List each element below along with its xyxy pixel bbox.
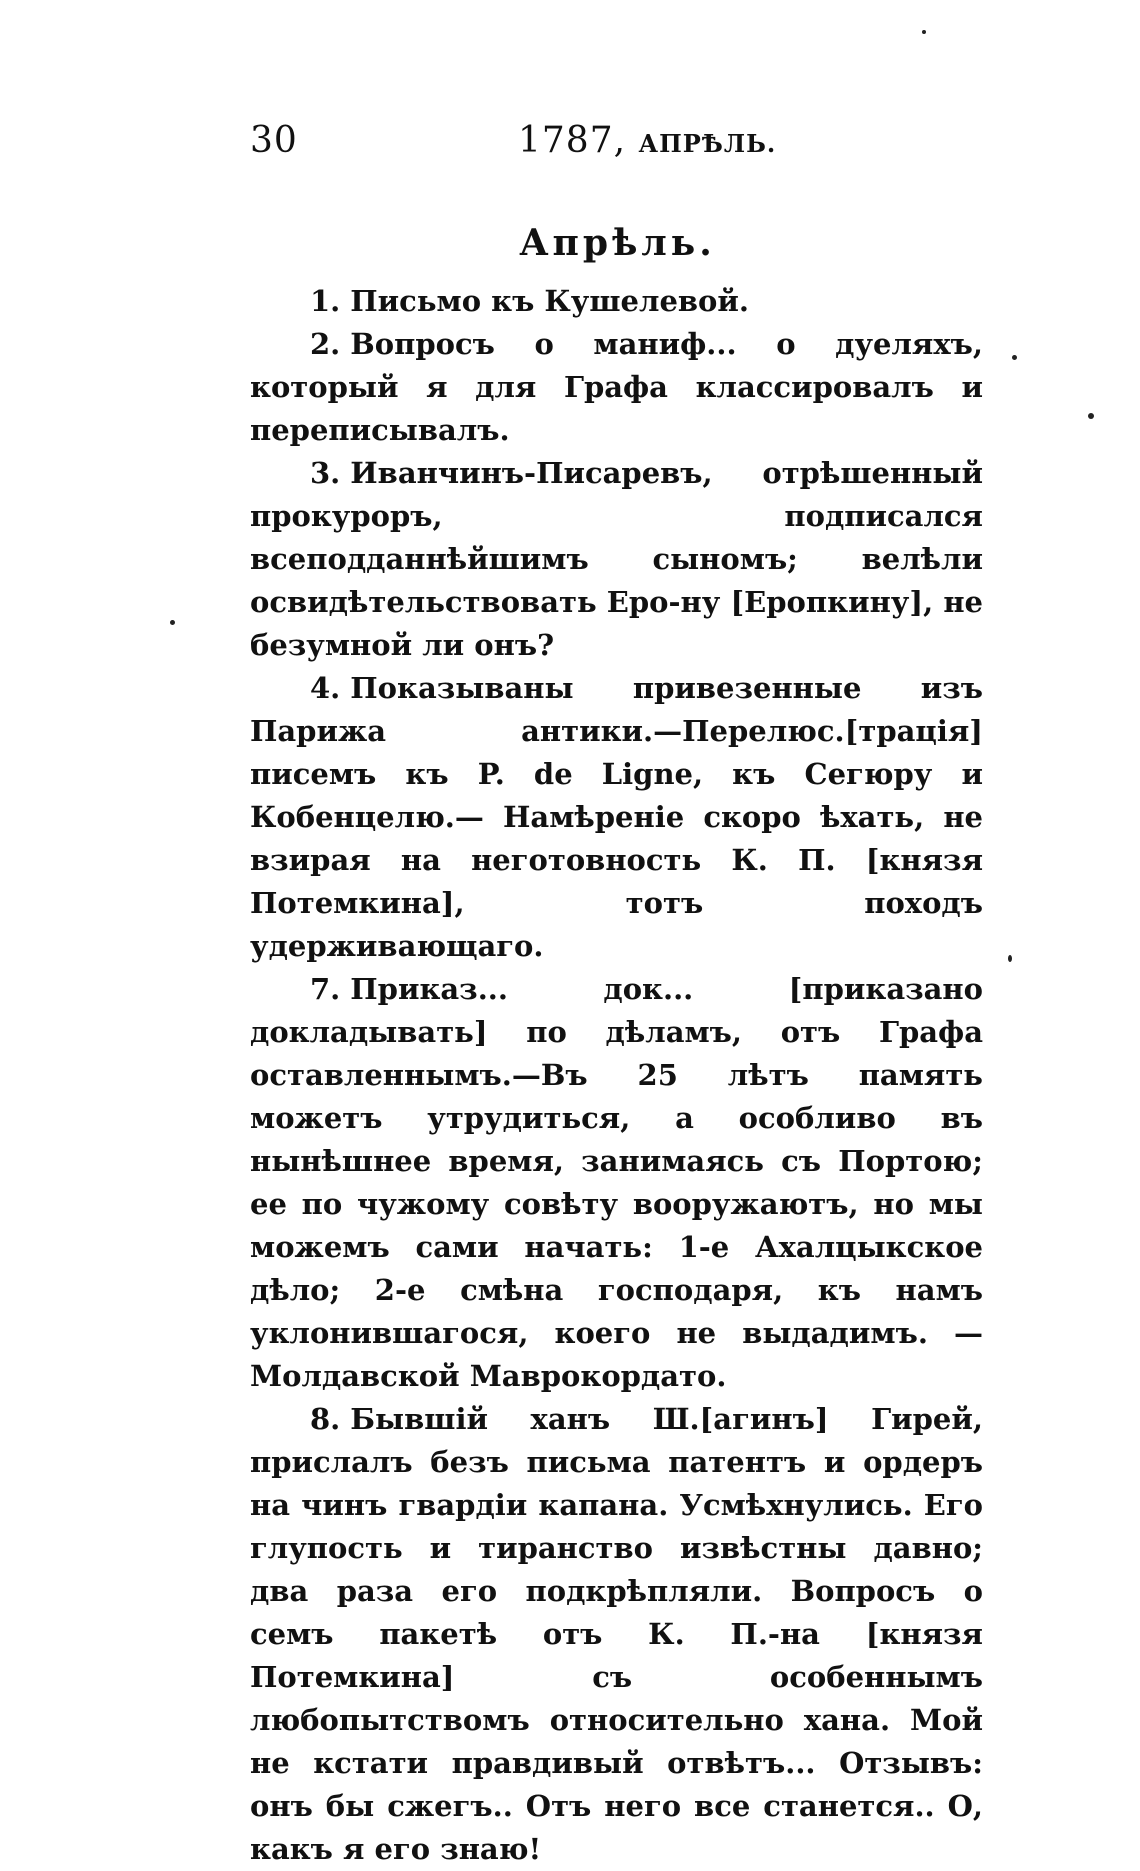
diary-entry [250, 280, 983, 323]
entry-number: 8. [310, 1402, 341, 1436]
scan-speck [1008, 955, 1012, 962]
entry-text: Вопросъ о маниф... о дуеляхъ, который я для Графа классировалъ и переписывалъ. [250, 327, 983, 447]
entry-number: 4. [310, 671, 341, 705]
entry-number: 7. [310, 972, 341, 1006]
entry-number: 1. [310, 284, 341, 318]
entry-text: Приказ... док... [приказано докладывать] по дѣламъ, отъ Графа оставленнымъ.—Въ 25 лѣтъ память можетъ утрудиться, а особливо въ нынѣшнее время, занимаясь съ Портою; ее по чужому совѣту вооружаютъ, но мы можемъ сами начать: 1-е Ахалцыкское дѣло; 2-е смѣна господаря, къ намъ уклонившагося, коего не выдадимъ. — Молдавской Маврокордато. [250, 972, 983, 1393]
diary-entry [250, 323, 983, 452]
entry-text: Иванчинъ-Писаревъ, отрѣшенный прокуроръ, подписался всеподданнѣйшимъ сыномъ; велѣли освидѣтельствовать Еро-ну [Еропкину], не безумной ли онъ? [250, 456, 983, 662]
entry-number: 2. [310, 327, 341, 361]
scan-speck [1012, 355, 1017, 360]
section-title: Апрѣль. [519, 222, 716, 264]
page-number: 30 [250, 120, 298, 161]
diary-entries [250, 280, 983, 1871]
page-header [250, 120, 985, 170]
entry-number: 3. [310, 456, 341, 490]
diary-entry [250, 1398, 983, 1871]
running-head-year: 1787, [518, 120, 627, 161]
diary-entry [250, 452, 983, 667]
diary-entry [250, 667, 983, 968]
scan-speck [170, 620, 175, 625]
running-head-month: АПРѢЛЬ. [638, 129, 777, 158]
entry-text: Письмо къ Кушелевой. [350, 284, 749, 318]
running-head [518, 120, 776, 161]
scan-speck [1088, 413, 1094, 419]
entry-text: Показываны привезенные изъ Парижа антики.—Перелюс.[трація] писемъ къ P. de Ligne, къ Сегюру и Кобенцелю.— Намѣреніе скоро ѣхать, не взирая на неготовность К. П. [князя Потемкина], тотъ походъ удерживающаго. [250, 671, 983, 963]
entry-text: Бывшій ханъ Ш.[агинъ] Гирей, прислалъ безъ письма патентъ и ордеръ на чинъ гвардіи капана. Усмѣхнулись. Его глупость и тиранство извѣстны давно; два раза его подкрѣпляли. Вопросъ о семъ пакетѣ отъ К. П.-на [князя Потемкина] съ особеннымъ любопытствомъ относительно хана. Мой не кстати правдивый отвѣтъ... Отзывъ: онъ бы сжегъ.. Отъ него все станется.. О, какъ я его знаю! [250, 1402, 983, 1866]
scan-speck [922, 30, 926, 34]
diary-entry [250, 968, 983, 1398]
